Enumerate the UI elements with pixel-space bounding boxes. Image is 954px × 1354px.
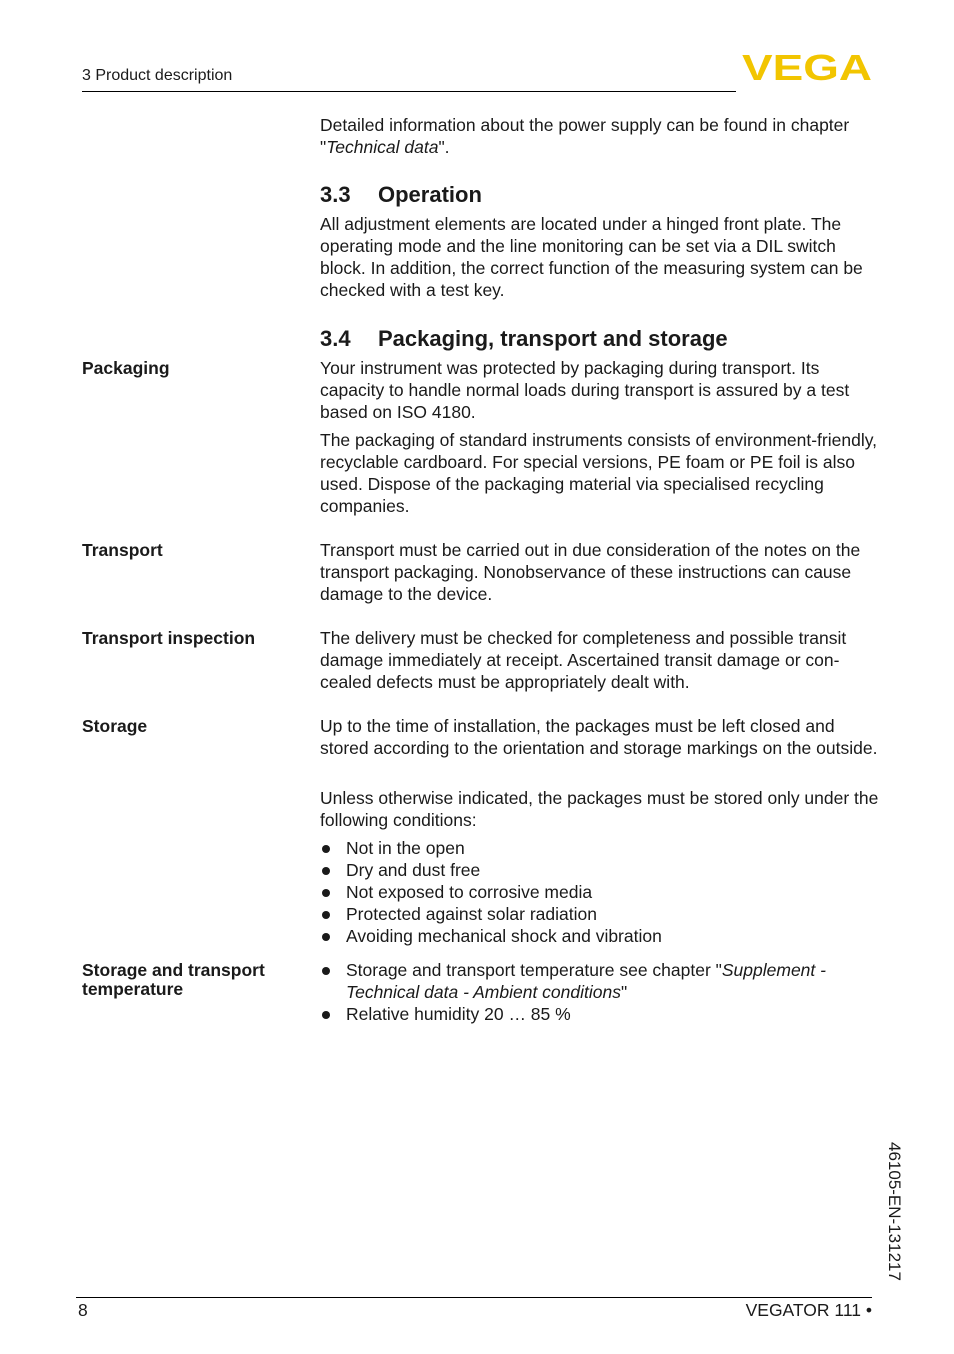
packaging-paragraph-2: The packaging of standard instruments consists of environment-friendly, recyclable cardboard. For special versions, PE foam or PE foil is also used. Dispose of the packaging material via specialised recycling companies.: [320, 430, 878, 516]
product-name: VEGATOR 111 •: [745, 1300, 872, 1320]
list-item: Not exposed to corrosive media: [320, 881, 880, 903]
intro-paragraph: Detailed information about the power supply can be found in chapter "Technical data".: [320, 115, 850, 157]
list-item: Protected against solar radiation: [320, 903, 880, 925]
list-item: Not in the open: [320, 837, 880, 859]
side-label-storage-temperature: Storage and transport temperature: [82, 960, 265, 999]
running-header: 3 Product description: [82, 67, 233, 84]
side-label-packaging: Packaging: [82, 358, 170, 378]
storage-paragraph-2: Unless otherwise indicated, the packages must be stored only under the following conditions:: [320, 788, 879, 830]
list-item: Avoiding mechanical shock and vibration: [320, 925, 880, 947]
list-item: Storage and transport temperature see chapter "Supplement - Technical data - Ambient conditions": [320, 959, 880, 1003]
document-id: 46105-EN-131217: [885, 1142, 904, 1281]
chapter-reference: Technical data: [326, 137, 439, 157]
page-number: 8: [78, 1300, 88, 1320]
transport-inspection-paragraph: The delivery must be checked for completeness and possible transit damage immediately at receipt. Ascertained transit damage or con-cealed defects must be appropriately dealt with.: [320, 628, 847, 692]
transport-paragraph: Transport must be carried out in due consideration of the notes on the transport packaging. Nonobservance of these instructions can cause damage to the device.: [320, 540, 861, 604]
section-heading-packaging: 3.4 Packaging, transport and storage: [320, 326, 728, 351]
footer-divider: [76, 1297, 872, 1298]
storage-paragraph-1: Up to the time of installation, the packages must be left closed and stored according to the orientation and storage markings on the outside.: [320, 716, 878, 758]
svg-text:VEGA: VEGA: [742, 52, 872, 82]
header-divider: [82, 91, 736, 92]
operation-paragraph: All adjustment elements are located under a hinged front plate. The operating mode and the line monitoring can be set via a DIL switch block. In addition, the correct function of the measuring system can be checked with a test key.: [320, 214, 863, 300]
list-item: Dry and dust free: [320, 859, 880, 881]
temperature-list: [320, 959, 880, 1025]
storage-conditions-list: [320, 837, 880, 947]
side-label-storage: Storage: [82, 716, 148, 736]
section-heading-operation: 3.3 Operation: [320, 182, 482, 207]
vega-logo: [742, 52, 872, 82]
packaging-paragraph-1: Your instrument was protected by packaging during transport. Its capacity to handle normal loads during transport is assured by a test based on ISO 4180.: [320, 358, 850, 422]
list-item: Relative humidity 20 … 85 %: [320, 1003, 880, 1025]
side-label-transport-inspection: Transport inspection: [82, 628, 256, 648]
side-label-transport: Transport: [82, 540, 163, 560]
